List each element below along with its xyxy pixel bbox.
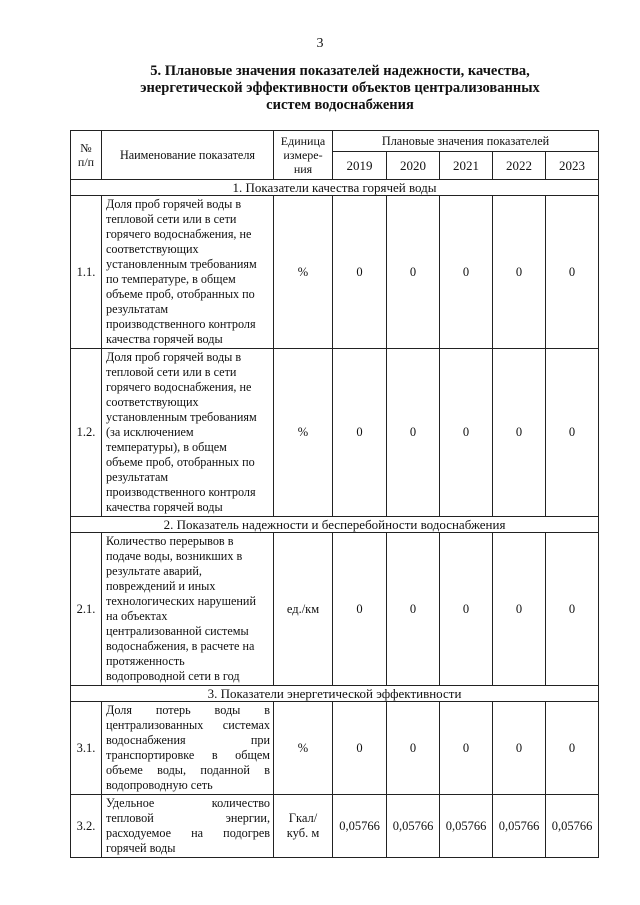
indicator-name xyxy=(102,196,274,349)
indicator-name xyxy=(102,702,274,795)
unit-cell: % xyxy=(274,196,333,349)
section-heading: 1. Показатели качества горячей воды xyxy=(71,180,599,196)
value-cell: 0,05766 xyxy=(387,795,440,858)
value-cell: 0 xyxy=(333,533,387,686)
unit-line: куб. м xyxy=(286,826,320,840)
row-number: 2.1. xyxy=(71,533,102,686)
name-line: протяженность xyxy=(106,654,185,668)
name-line: Доля потерь воды в xyxy=(106,703,270,717)
name-line: температуры), в общем xyxy=(106,440,227,454)
value-cell: 0 xyxy=(387,196,440,349)
unit-line: Гкал/ xyxy=(288,811,318,825)
header-num-line2: п/п xyxy=(77,155,95,169)
value-cell: 0 xyxy=(493,533,546,686)
indicator-name xyxy=(102,349,274,517)
value-cell: 0 xyxy=(493,349,546,517)
row-number: 1.2. xyxy=(71,349,102,517)
section-heading-row xyxy=(71,517,599,533)
name-line: результатам xyxy=(106,470,169,484)
name-line: тепловой энергии, xyxy=(106,811,270,825)
value-cell: 0 xyxy=(493,196,546,349)
name-line: (за исключением xyxy=(106,425,194,439)
name-line: объеме воды, поданной в xyxy=(106,763,270,777)
value-cell: 0 xyxy=(546,196,599,349)
section-title xyxy=(100,63,580,114)
value-cell: 0 xyxy=(440,196,493,349)
name-line: горячего водоснабжения, не xyxy=(106,227,252,241)
header-year: 2023 xyxy=(546,152,599,180)
name-line: по температуре, в общем xyxy=(106,272,236,286)
name-line: качества горячей воды xyxy=(106,332,223,346)
name-line: установленным требованиям xyxy=(106,410,257,424)
name-line: Удельное количество xyxy=(106,796,270,810)
name-line: расходуемое на подогрев xyxy=(106,826,270,840)
name-line: Доля проб горячей воды в xyxy=(106,350,242,364)
value-cell: 0,05766 xyxy=(333,795,387,858)
unit-cell: ед./км xyxy=(274,533,333,686)
name-line: Доля проб горячей воды в xyxy=(106,197,242,211)
name-line: Количество перерывов в xyxy=(106,534,234,548)
value-cell: 0 xyxy=(333,702,387,795)
value-cell: 0 xyxy=(546,533,599,686)
unit-cell xyxy=(274,795,333,858)
title-line-2: энергетической эффективности объектов централизованных xyxy=(140,80,540,96)
name-line: результате аварий, xyxy=(106,564,202,578)
name-line: централизованной системы xyxy=(106,624,249,638)
indicator-name xyxy=(102,795,274,858)
name-line: водоснабжения, в расчете на xyxy=(106,639,255,653)
header-row-1 xyxy=(71,131,599,152)
name-line: повреждений и иных xyxy=(106,579,216,593)
section-heading-row xyxy=(71,686,599,702)
value-cell: 0,05766 xyxy=(493,795,546,858)
header-year: 2019 xyxy=(333,152,387,180)
name-line: водопроводной сети в год xyxy=(106,669,240,683)
name-line: подаче воды, возникших в xyxy=(106,549,243,563)
header-name: Наименование показателя xyxy=(102,131,274,180)
name-line: транспортировке в общем xyxy=(106,748,270,762)
table-row xyxy=(71,196,599,349)
row-number: 1.1. xyxy=(71,196,102,349)
row-number: 3.2. xyxy=(71,795,102,858)
value-cell: 0 xyxy=(333,349,387,517)
header-year: 2020 xyxy=(387,152,440,180)
name-line: производственного контроля xyxy=(106,485,256,499)
header-plan-group: Плановые значения показателей xyxy=(333,131,599,152)
name-line: горячей воды xyxy=(106,841,176,855)
name-line: соответствующих xyxy=(106,242,199,256)
header-unit-line3: ния xyxy=(293,162,313,176)
indicator-name xyxy=(102,533,274,686)
value-cell: 0,05766 xyxy=(546,795,599,858)
name-line: водоснабжения при xyxy=(106,733,270,747)
table-row xyxy=(71,533,599,686)
table-row xyxy=(71,702,599,795)
indicators-table xyxy=(70,130,599,858)
value-cell: 0 xyxy=(387,702,440,795)
name-line: тепловой сети или в сети xyxy=(106,212,237,226)
table-row xyxy=(71,349,599,517)
value-cell: 0,05766 xyxy=(440,795,493,858)
name-line: технологических нарушений xyxy=(106,594,256,608)
table-row xyxy=(71,795,599,858)
name-line: централизованных системах xyxy=(106,718,270,732)
name-line: результатам xyxy=(106,302,169,316)
value-cell: 0 xyxy=(546,349,599,517)
section-heading: 3. Показатели энергетической эффективности xyxy=(71,686,599,702)
value-cell: 0 xyxy=(333,196,387,349)
title-line-1: 5. Плановые значения показателей надежности, качества, xyxy=(150,63,530,79)
name-line: тепловой сети или в сети xyxy=(106,365,237,379)
name-line: на объектах xyxy=(106,609,168,623)
value-cell: 0 xyxy=(440,533,493,686)
value-cell: 0 xyxy=(387,533,440,686)
unit-cell: % xyxy=(274,702,333,795)
row-number: 3.1. xyxy=(71,702,102,795)
header-unit xyxy=(274,131,333,180)
name-line: производственного контроля xyxy=(106,317,256,331)
value-cell: 0 xyxy=(387,349,440,517)
header-year: 2021 xyxy=(440,152,493,180)
value-cell: 0 xyxy=(493,702,546,795)
name-line: установленным требованиям xyxy=(106,257,257,271)
section-heading: 2. Показатель надежности и бесперебойности водоснабжения xyxy=(71,517,599,533)
header-num xyxy=(71,131,102,180)
header-year: 2022 xyxy=(493,152,546,180)
value-cell: 0 xyxy=(546,702,599,795)
unit-cell: % xyxy=(274,349,333,517)
header-unit-line1: Единица xyxy=(280,134,326,148)
value-cell: 0 xyxy=(440,349,493,517)
name-line: качества горячей воды xyxy=(106,500,223,514)
value-cell: 0 xyxy=(440,702,493,795)
title-line-3: систем водоснабжения xyxy=(266,97,414,113)
section-heading-row xyxy=(71,180,599,196)
name-line: горячего водоснабжения, не xyxy=(106,380,252,394)
page-number: 3 xyxy=(316,36,324,51)
header-unit-line2: измере- xyxy=(283,148,323,162)
header-num-line1: № xyxy=(80,141,92,155)
name-line: соответствующих xyxy=(106,395,199,409)
name-line: объеме проб, отобранных по xyxy=(106,455,255,469)
name-line: водопроводную сеть xyxy=(106,778,213,792)
name-line: объеме проб, отобранных по xyxy=(106,287,255,301)
